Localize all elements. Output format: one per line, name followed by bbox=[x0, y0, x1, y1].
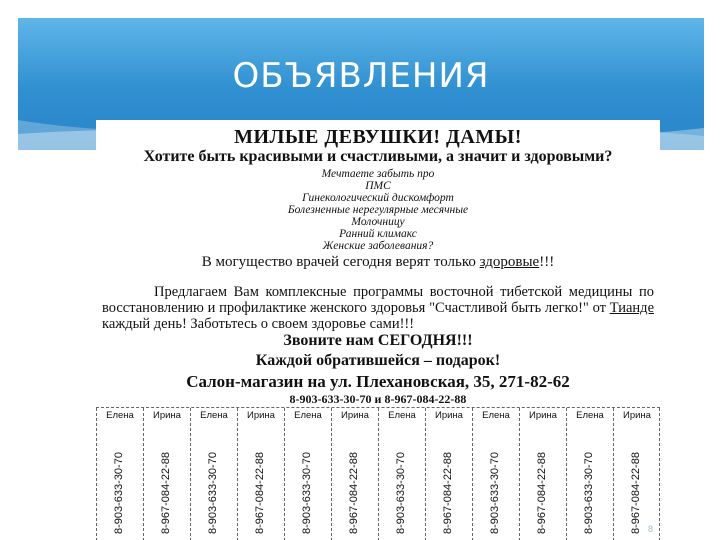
tab-name: Ирина bbox=[529, 410, 557, 421]
tab-name: Ирина bbox=[435, 410, 463, 421]
tear-tab[interactable] bbox=[425, 408, 472, 540]
symptom-line: ПМС bbox=[365, 180, 391, 192]
tab-name: Елена bbox=[294, 410, 322, 421]
tear-tab[interactable] bbox=[331, 408, 378, 540]
symptom-line: Женские заболевания? bbox=[322, 240, 434, 252]
tab-phone: 8-903-633-30-70 bbox=[113, 452, 125, 534]
tear-tab[interactable] bbox=[96, 408, 143, 540]
tab-phone: 8-967-084-22-88 bbox=[160, 452, 172, 534]
tear-tab[interactable] bbox=[190, 408, 237, 540]
tear-tab[interactable] bbox=[143, 408, 190, 540]
tab-phone: 8-903-633-30-70 bbox=[489, 452, 501, 534]
advertisement-document bbox=[96, 120, 660, 540]
ad-subheading: Хотите быть красивыми и счастливыми, а значит и здоровыми? bbox=[143, 148, 613, 165]
tab-phone: 8-903-633-30-70 bbox=[583, 452, 595, 534]
tear-tab[interactable] bbox=[613, 408, 660, 540]
tab-name: Елена bbox=[106, 410, 134, 421]
tab-phone: 8-903-633-30-70 bbox=[207, 452, 219, 534]
tab-name: Елена bbox=[576, 410, 604, 421]
symptom-line: Молочницу bbox=[351, 216, 405, 228]
tear-tab[interactable] bbox=[519, 408, 566, 540]
cta-phones: 8-903-633-30-70 и 8-967-084-22-88 bbox=[289, 392, 467, 406]
symptom-line: Мечтаете забыть про bbox=[321, 168, 435, 180]
cta-address: Салон-магазин на ул. Плехановская, 35, 271-82-62 bbox=[186, 372, 570, 391]
symptom-line: Болезненные нерегулярные месячные bbox=[287, 204, 469, 216]
tear-tab[interactable] bbox=[237, 408, 284, 540]
tab-name: Ирина bbox=[153, 410, 181, 421]
tear-tab[interactable] bbox=[472, 408, 519, 540]
tab-phone: 8-967-084-22-88 bbox=[630, 452, 642, 534]
tab-name: Ирина bbox=[341, 410, 369, 421]
tear-off-tabs bbox=[96, 407, 660, 540]
tab-phone: 8-903-633-30-70 bbox=[395, 452, 407, 534]
slide-title: ОБЪЯВЛЕНИЯ bbox=[232, 56, 490, 96]
tear-tab[interactable] bbox=[566, 408, 613, 540]
tear-tab[interactable] bbox=[284, 408, 331, 540]
tab-name: Ирина bbox=[623, 410, 651, 421]
tab-phone: 8-967-084-22-88 bbox=[348, 452, 360, 534]
ad-slogan: В могущество врачей сегодня верят только здоровые!!! bbox=[201, 254, 555, 270]
tab-phone: 8-967-084-22-88 bbox=[536, 452, 548, 534]
tab-phone: 8-903-633-30-70 bbox=[301, 452, 313, 534]
tab-name: Елена bbox=[200, 410, 228, 421]
symptom-line: Гинекологический дискомфорт bbox=[302, 192, 454, 204]
page-number: 8 bbox=[648, 524, 654, 534]
tear-tab[interactable] bbox=[378, 408, 425, 540]
tab-phone: 8-967-084-22-88 bbox=[442, 452, 454, 534]
ad-body-text: Предлагаем Вам комплексные программы восточной тибетской медицины по восстановлению и профилактике женского здоровья "Счастливой быть легко!" от Тианде каждый день! Заботьтесь о своем здоровье сами!!! bbox=[102, 284, 654, 332]
tab-phone: 8-967-084-22-88 bbox=[254, 452, 266, 534]
symptom-line: Ранний климакс bbox=[339, 228, 417, 240]
tab-name: Елена bbox=[482, 410, 510, 421]
cta-call-today: Звоните нам СЕГОДНЯ!!! bbox=[283, 332, 473, 349]
cta-gift: Каждой обратившейся – подарок! bbox=[255, 352, 501, 369]
tab-name: Ирина bbox=[247, 410, 275, 421]
tab-name: Елена bbox=[388, 410, 416, 421]
ad-heading: МИЛЫЕ ДЕВУШКИ! ДАМЫ! bbox=[234, 126, 522, 148]
